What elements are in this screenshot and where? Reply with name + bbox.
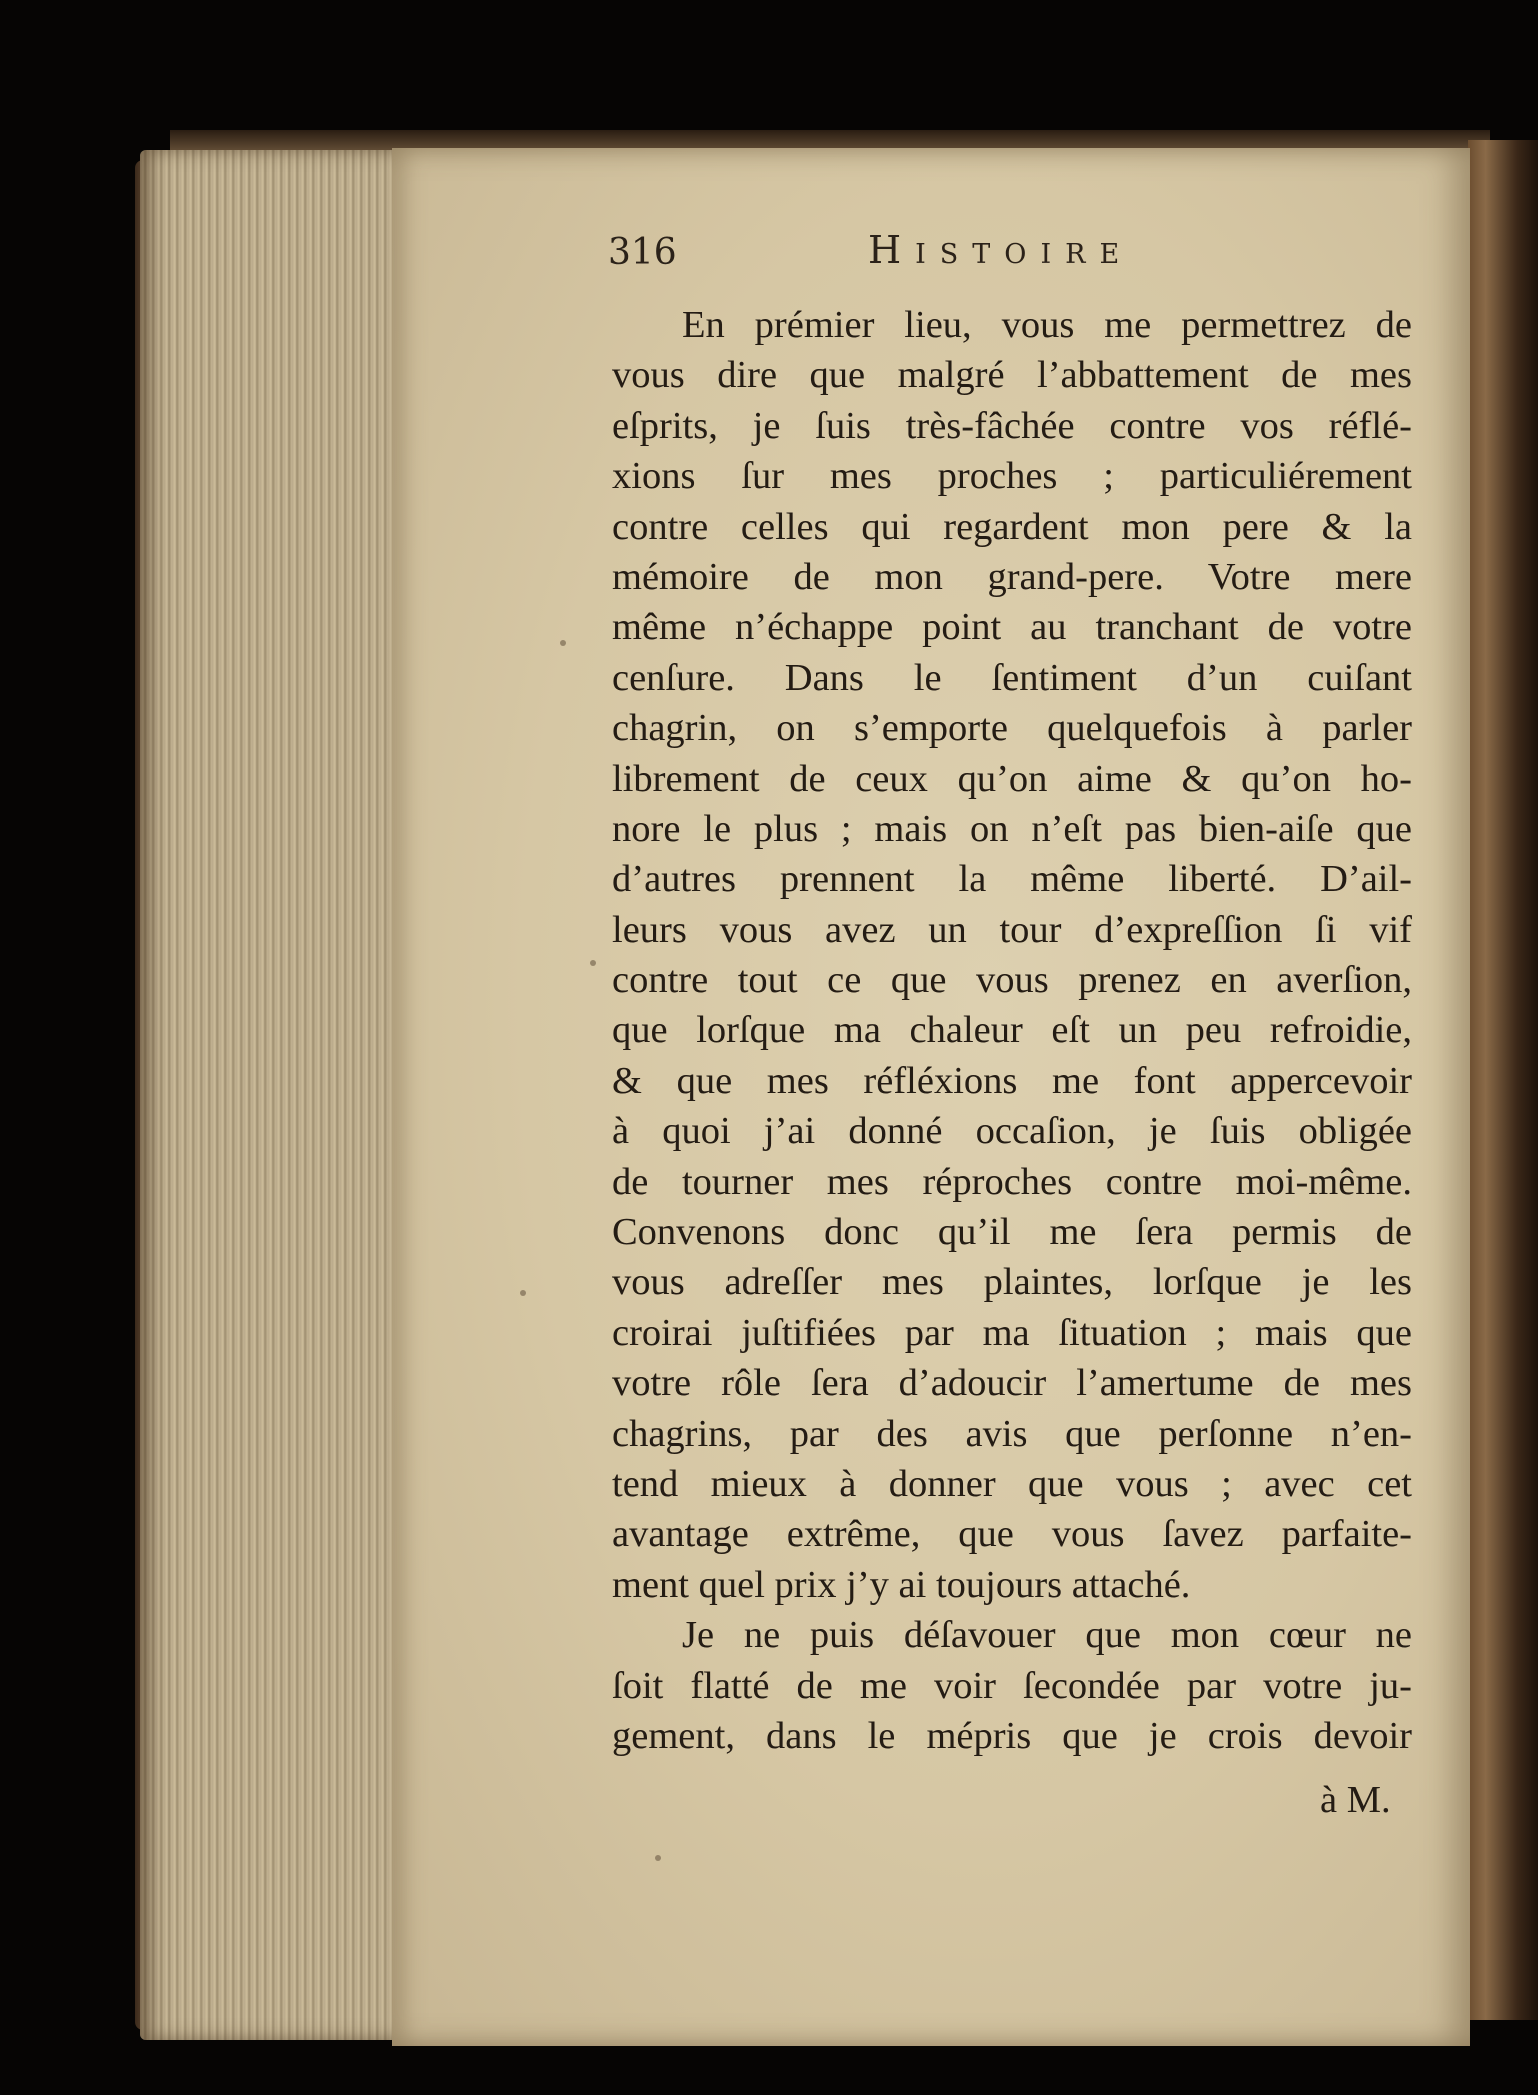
text-line: & que mes réfléxions me font appercevoir (612, 1059, 1412, 1102)
text-line: leurs vous avez un tour d’expreſſion ſi vif (612, 908, 1412, 951)
text-line: ſoit flatté de me voir ſecondée par votre ju- (612, 1664, 1412, 1707)
body-text (612, 300, 1412, 1761)
text-line: Je ne puis déſavouer que mon cœur ne (682, 1614, 1412, 1657)
text-line: chagrins, par des avis que perſonne n’en- (612, 1412, 1412, 1455)
binding-gutter (1468, 140, 1538, 2020)
text-line: eſprits, je ſuis très-fâchée contre vos réflé- (612, 404, 1412, 447)
text-line: librement de ceux qu’on aime & qu’on ho- (612, 757, 1412, 800)
text-line: même n’échappe point au tranchant de votre (612, 606, 1412, 649)
catchword: à M. (1320, 1779, 1391, 1821)
paper-speck (590, 960, 596, 966)
text-line: cenſure. Dans le ſentiment d’un cuiſant (612, 656, 1412, 699)
text-line: à quoi j’ai donné occaſion, je ſuis obligée (612, 1110, 1412, 1153)
text-line: tend mieux à donner que vous ; avec cet (612, 1462, 1412, 1505)
paper-speck (655, 1855, 661, 1861)
page-number: 316 (608, 232, 677, 273)
text-line: croirai juſtifiées par ma ſituation ; mais que (612, 1311, 1412, 1354)
text-line: En prémier lieu, vous me permettrez de (682, 304, 1412, 346)
page-header (608, 228, 1168, 284)
text-line: gement, dans le mépris que je crois devoir (612, 1714, 1412, 1757)
text-line: mémoire de mon grand-pere. Votre mere (612, 555, 1412, 598)
text-line: ment quel prix j’y ai toujours attaché. (612, 1563, 1191, 1606)
paper-speck (520, 1290, 526, 1296)
text-line: xions ſur mes proches ; particuliérement (612, 455, 1412, 498)
page-stack-edge (140, 150, 395, 2040)
text-line: vous adreſſer mes plaintes, lorſque je les (612, 1261, 1412, 1304)
text-line: avantage extrême, que vous ſavez parfaite- (612, 1513, 1412, 1556)
text-line: vous dire que malgré l’abbattement de mes (612, 354, 1412, 397)
text-line: contre tout ce que vous prenez en averſion, (612, 959, 1412, 1002)
text-line: d’autres prennent la même liberté. D’ail- (612, 858, 1412, 901)
text-line: nore le plus ; mais on n’eſt pas bien-aiſe que (612, 807, 1412, 850)
text-line: de tourner mes réproches contre moi-même. (612, 1160, 1412, 1203)
running-head: Histoire (868, 228, 1134, 272)
text-line: chagrin, on s’emporte quelquefois à parler (612, 707, 1412, 750)
paper-speck (560, 640, 566, 646)
text-line: contre celles qui regardent mon pere & la (612, 505, 1412, 548)
text-line: que lorſque ma chaleur eſt un peu refroidie, (612, 1009, 1412, 1052)
text-line: votre rôle ſera d’adoucir l’amertume de mes (612, 1362, 1412, 1405)
text-line: Convenons donc qu’il me ſera permis de (612, 1211, 1412, 1254)
